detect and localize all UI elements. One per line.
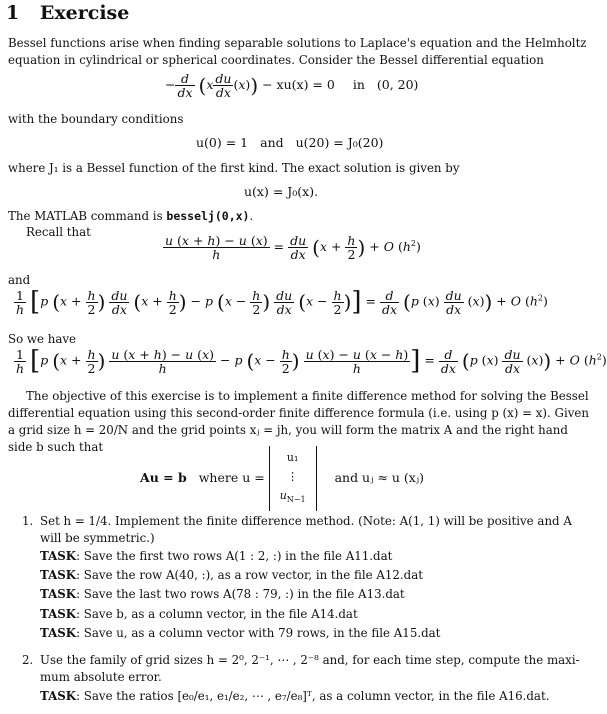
objective-line-3: a grid size h = 20/N and the grid points xⱼ = jh, you will form the matrix A and the right hand xyxy=(8,423,568,437)
intro-line-1: Bessel functions arise when finding separable solutions to Laplace's equation and the Helmholtz xyxy=(8,36,587,50)
task-label: TASK xyxy=(40,549,77,563)
system-lhs: Au = b xyxy=(140,470,187,486)
item-1-text-2: will be symmetric.) xyxy=(40,531,155,545)
so-we-have-text: So we have xyxy=(8,332,77,346)
section-heading xyxy=(6,2,129,24)
formula-discrete: $\frac{1}{h}$ [p (x + $\frac{h}{2}$ ) $\frac{u (x + h) - u (x)}{h}$ − p (x − $\frac{h}{2}$ ) $\frac{u (x) - u (x - h)}{h}$ ] = $\frac{d}{dx}$ (p (x) $\frac{du}{dx}$ (x)) + O $(h^2)$ xyxy=(16,346,607,376)
objective-line-2: differential equation using this second-order finite difference formula (i.e. using p (x) = x). Given xyxy=(8,406,589,420)
boundary-intro: with the boundary conditions xyxy=(8,112,184,126)
bc-and: and xyxy=(260,135,284,150)
task-label: TASK xyxy=(40,607,77,621)
equation-in: in xyxy=(352,77,365,92)
matlab-prefix: The MATLAB command is xyxy=(8,209,163,223)
bc-left: u(0) = 1 xyxy=(196,135,249,150)
task-2-1 xyxy=(40,688,549,705)
item-2-text-2: mum absolute error. xyxy=(40,670,162,684)
u-vector-dots: ⋮ xyxy=(287,470,299,483)
system-where: where u = xyxy=(198,470,265,486)
task-label: TASK xyxy=(40,568,77,582)
task-1-3 xyxy=(40,586,405,603)
task-text: : Save the first two rows A(1 : 2, :) in the file A11.dat xyxy=(76,549,393,563)
bessel-equation: − $\frac{d}{dx}$ (x $\frac{du}{dx}$ (x)) − xu(x) = 0 in (0, 20) xyxy=(165,71,419,100)
bc-right: u(20) = J₀(20) xyxy=(295,135,384,150)
where-line: where J₁ is a Bessel function of the first kind. The exact solution is given by xyxy=(8,161,460,175)
task-text: : Save the ratios [e₀/e₁, e₁/e₂, ⋯ , e₇/e₈]ᵀ, as a column vector, in the file A16.dat. xyxy=(76,689,550,703)
task-text: : Save the last two rows A(78 : 79, :) in the file A13.dat xyxy=(76,587,405,601)
equation-interval: (0, 20) xyxy=(376,77,419,92)
u-vector-last-sub: N−1 xyxy=(286,495,306,505)
recall-text: Recall that xyxy=(26,225,91,239)
matlab-code: besselj(0,x) xyxy=(166,209,250,223)
and-text: and xyxy=(8,273,31,287)
objective-line-4: side b such that xyxy=(8,440,104,454)
item-2-number: 2. xyxy=(22,653,34,667)
intro-line-2: equation in cylindrical or spherical coordinates. Consider the Bessel differential equation xyxy=(8,53,544,67)
task-text: : Save u, as a column vector with 79 rows, in the file A15.dat xyxy=(76,626,441,640)
task-1-2 xyxy=(40,567,423,584)
u-vector-first: u₁ xyxy=(286,451,299,464)
matlab-suffix: . xyxy=(249,209,254,223)
section-title: Exercise xyxy=(39,2,130,24)
item-2-text-1: Use the family of grid sizes h = 2⁰, 2⁻¹, ⋯ , 2⁻⁸ and, for each time step, compute the maxi- xyxy=(40,653,580,667)
task-text: : Save the row A(40, :), as a row vector, in the file A12.dat xyxy=(76,568,423,582)
task-label: TASK xyxy=(40,626,77,640)
linear-system xyxy=(140,446,424,511)
item-1-text-1: Set h = 1/4. Implement the finite difference method. (Note: A(1, 1) will be positive and A xyxy=(40,514,572,528)
task-text: : Save b, as a column vector, in the file A14.dat xyxy=(76,607,358,621)
task-label: TASK xyxy=(40,587,77,601)
formula-second-derivative: $\frac{1}{h}$ [p (x + $\frac{h}{2}$ ) $\frac{du}{dx}$ (x + $\frac{h}{2}$ ) − p (x − $\frac{h}{2}$ ) $\frac{du}{dx}$ (x − $\frac{h}{2}$ )] = $\frac{d}{dx}$ (p (x) $\frac{du}{dx}$ (x)) + O $(h^2)$ xyxy=(16,287,548,317)
section-number: 1 xyxy=(6,2,20,24)
matlab-line xyxy=(8,208,253,225)
u-vector xyxy=(269,446,317,511)
system-rhs: and uⱼ ≈ u (xⱼ) xyxy=(334,470,424,486)
task-1-4 xyxy=(40,606,358,623)
item-1-number: 1. xyxy=(22,514,34,528)
task-label: TASK xyxy=(40,689,77,703)
task-1-5 xyxy=(40,625,440,642)
task-1-1 xyxy=(40,548,392,565)
formula-difference: $\frac{u (x + h) - u (x)}{h}$ = $\frac{du}{dx}$ (x + $\frac{h}{2}$ ) + O $(h^2)$ xyxy=(165,233,421,262)
boundary-conditions xyxy=(196,135,383,150)
exact-solution: u(x) = J₀(x). xyxy=(244,184,319,199)
objective-line-1: The objective of this exercise is to implement a finite difference method for solving the Bessel xyxy=(26,389,589,403)
equation-tail: − xu(x) = 0 xyxy=(262,77,335,92)
u-vector-last: u xyxy=(279,489,287,502)
